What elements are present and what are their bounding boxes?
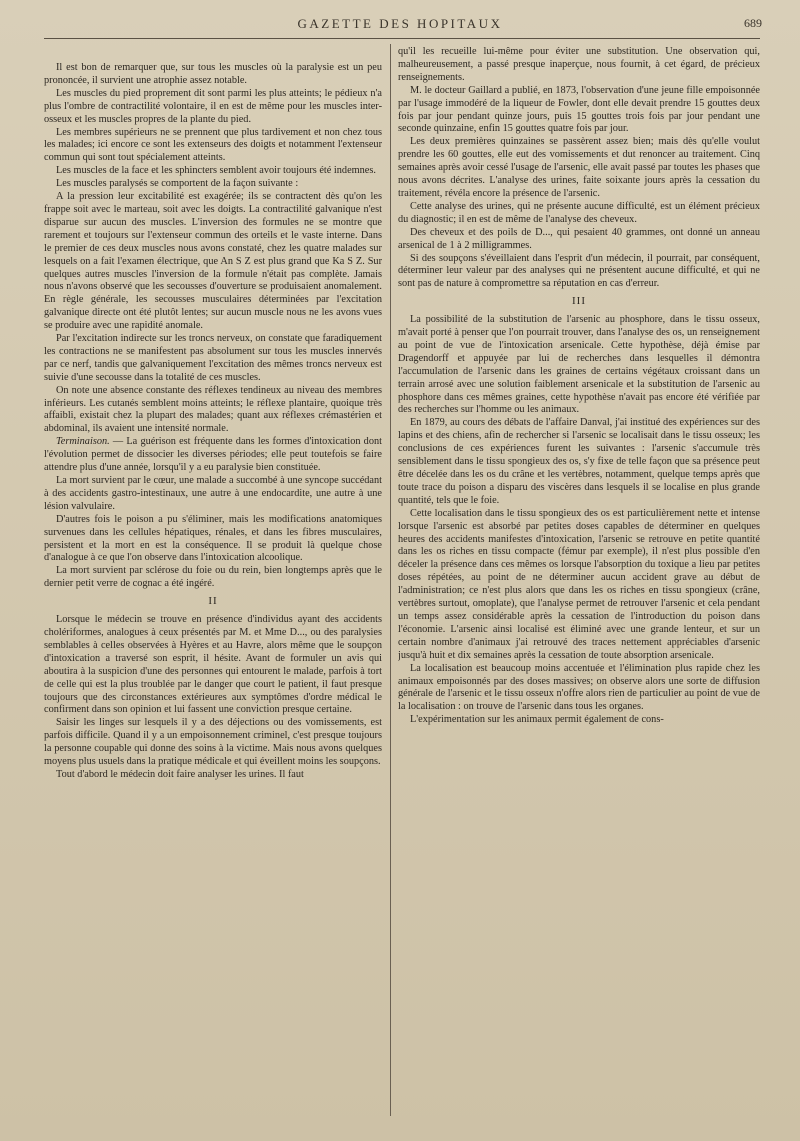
paragraph: Les muscles de la face et les sphincters semblent avoir toujours été indemnes. <box>56 165 376 177</box>
paragraph: Les muscles du pied proprement dit sont parmi les plus atteints; le pédieux n'a plus l'ombre de contractilité volontaire, il en est de même pour les muscles inter-osseux et les muscles propres de la plante du pied. <box>44 87 382 125</box>
terminaison-label: Terminaison. <box>56 436 110 448</box>
column-divider <box>390 44 391 1116</box>
page-number: 689 <box>744 16 762 30</box>
paragraph: D'autres fois le poison a pu s'éliminer, mais les modifications anatomiques survenues dans les cellules hépatiques, rénales, et dans les fibres musculaires, persistent et la mort en est la conséquence. Il se produit là quelque chose d'analogue à ce que l'on observe dans l'intoxication alcoolique. <box>44 513 382 564</box>
paragraph: L'expérimentation sur les animaux permit également de cons- <box>410 714 664 726</box>
paragraph: On note une absence constante des réflexes tendineux au niveau des membres inférieurs. Les cutanés semblent moins atteints; le réflexe plantaire, quoique très affaibli, existait chez la plupart des malades; quant aux réflexes crémastérien et abdominal, ils avaient une intensité normale. <box>44 384 382 435</box>
paragraph: A la pression leur excitabilité est exagérée; ils se contractent dès qu'on les frappe soit avec le marteau, soit avec les doigts. La contractilité galvanique n'est disparue sur aucun des muscles. L'inversion des formules ne se montre que rarement et toujours sur l'extenseur commun des orteils et le vaste interne. Dans le premier de ces deux muscles nous avons constaté, chez les quatre malades sur lesquels on a fait l'examen électrique, que An S Z est plus grand que Ka S Z. Sur quelques autres muscles l'inversion de la formule n'était pas complète. Jamais nous n'avons observé que les secousses d'ouverture se produisaient anomalement. En règle générale, les secousses musculaires déterminées par l'excitation galvanique directe ont été plutôt lentes; sur aucun muscle nous ne les avons vues se produire avec une rapidité anomale. <box>44 191 382 332</box>
paragraph: Il est bon de remarquer que, sur tous les muscles où la paralysie est un peu prononcée, il survient une atrophie assez notable. <box>44 62 382 86</box>
left-column <box>44 46 382 1126</box>
paragraph: La mort survient par sclérose du foie ou du rein, bien longtemps après que le dernier petit verre de cognac a été ingéré. <box>44 565 382 590</box>
paragraph: Cette analyse des urines, qui ne présente aucune difficulté, est un élément précieux du diagnostic; il en est de même de l'analyse des cheveux. <box>398 200 760 225</box>
terminaison-paragraph <box>44 436 382 475</box>
paragraph: La possibilité de la substitution de l'arsenic au phosphore, dans le tissu osseux, m'avait porté à penser que l'on pourrait trouver, dans l'analyse des os, un renseignement au point de vue de l'intoxication arsenicale. Cette hypothèse, déjà émise par Dragendorff et appuyée par lui de recherches dans lesquelles il démontra l'accumulation de l'arsenic dans les graines de certains végétaux croissant dans un terrain arrosé avec une solution faiblement arsenicale et la substitution de l'arsenic au phosphore dans ces mêmes graines, cette hypothèse n'avait pas encore été vérifiée par des recherches sur l'homme ou les animaux. <box>398 314 760 416</box>
paragraph: La localisation est beaucoup moins accentuée et l'élimination plus rapide chez les animaux empoisonnés par des doses massives; on observe alors une sorte de diffusion générale de l'arsenic et le tissu osseux n'offre alors rien de particulier au point de vue de la localisation : on trouve de l'arsenic dans tous les organes. <box>398 662 760 713</box>
paragraph: Saisir les linges sur lesquels il y a des déjections ou des vomissements, est parfois difficile. Quand il y a un empoisonnement criminel, c'est presque toujours la personne coupable qui donne des soins à la victime. Mais nous avons quelques moyens plus usuels dans la pratique médicale et qui éveillent moins les soupçons. <box>44 717 382 768</box>
right-column <box>398 46 760 1126</box>
journal-title: GAZETTE DES HOPITAUX <box>297 16 503 31</box>
paragraph: Tout d'abord le médecin doit faire analyser les urines. Il faut <box>56 768 304 780</box>
paragraph: La mort survient par le cœur, une malade a succombé à une syncope succédant à des accidents gastro-intestinaux, une autre à une endocardite, une autre à une lésion valvulaire. <box>44 475 382 512</box>
paragraph: En 1879, au cours des débats de l'affaire Danval, j'ai institué des expériences sur des lapins et des chiens, afin de rechercher si l'arsenic se localisait dans le tissu osseux; les conclusions de ces expériences furent les suivantes : l'arsenic s'accumule très sensiblement dans le tissu spongieux des os, s'y fixe de telle façon que sa présence peut être décelée dans les os du crâne et les vertèbres, notamment, quelque temps après que toute trace du poison a disparu des viscères dans lesquels il se localise en plus grande quantité, tels que le foie. <box>398 417 760 506</box>
paragraph: Les muscles paralysés se comportent de la façon suivante : <box>56 178 299 190</box>
paragraph: Par l'excitation indirecte sur les troncs nerveux, on constate que faradiquement les contractions ne se manifestent pas absolument sur tous les muscles innervés par ce nerf, tandis que galvaniquement l'excitation des mêmes troncs nerveux est suivie d'une secousse dans la totalité de ces muscles. <box>44 333 382 383</box>
paragraph: Les deux premières quinzaines se passèrent assez bien; mais dès qu'elle voulut prendre les 60 gouttes, elle eut des vomissements et dut renoncer au traitement. Cinq semaines après avoir cessé l'usage de l'arsenic, elle avait passé par toutes les phases que nous avons décrites. L'analyse des urines, faite soixante jours après la cessation du traitement, révéla encore la présence de l'arsenic. <box>398 136 760 199</box>
paragraph: M. le docteur Gaillard a publié, en 1873, l'observation d'une jeune fille empoisonnée par l'usage immodéré de la liqueur de Fowler, dont elle devait prendre 15 gouttes deux fois par jour pendant quinze jours, puis 15 gouttes trois fois par jour pendant une seconde quinzaine, enfin 15 gouttes quatre fois par jour. <box>398 84 760 135</box>
section-heading-ii: II <box>208 595 218 608</box>
paragraph: qu'il les recueille lui-même pour éviter une substitution. Une observation qui, malheureusement, a passé presque inaperçue, nous fournit, à cet égard, de précieux renseignements. <box>398 46 760 83</box>
paragraph: Cette localisation dans le tissu spongieux des os est particulièrement nette et intense lorsque l'arsenic est absorbé par petites doses capables de déterminer en quelques heures des accidents manifestes d'intoxication, l'arsenic se retrouve en petite quantité dans les os riches en tissu compacte (fémur par exemple), il n'est plus possible d'en déceler la présence dans ces mêmes os lorsque l'absorption du toxique a lieu par petites doses répétées, au point de ne déterminer aucun accident grave au début de l'administration; ce n'est plus alors que dans les os riches en tissu spongieux (crâne, vertèbres surtout, omoplate), que l'analyse permet de retrouver l'arsenic et cela pendant un temps assez considérable après la cessation de l'introduction du poison dans l'économie. L'arsenic ainsi localisé est éliminé avec une grande lenteur, et sur un certain nombre d'animaux j'ai retrouvé des traces nettement appréciables d'arsenic jusqu'à huit et dix semaines après la cessation de toute absorption arsenicale. <box>398 507 760 661</box>
paragraph: Si des soupçons s'éveillaient dans l'esprit d'un médecin, il pourrait, par conséquent, déterminer leur valeur par des analyses qui ne présentent aucune difficulté, et qui ne sont pas de nature à compromettre sa réputation en cas d'erreur. <box>398 252 760 290</box>
paragraph: Des cheveux et des poils de D..., qui pesaient 40 grammes, ont donné un anneau arsenical de 1 à 2 milligrammes. <box>398 226 760 251</box>
page-header <box>0 12 800 36</box>
section-heading-iii: III <box>572 295 586 308</box>
terminaison-text: — La guérison est fréquente dans les formes d'intoxication dont l'évolution permet de dissocier les diverses périodes; elle peut toutefois se faire attendre plus d'une année, lorsqu'il y a eu paralysie bien constituée. <box>44 436 382 474</box>
paragraph: Les membres supérieurs ne se prennent que plus tardivement et non chez tous les malades; ici encore ce sont les extenseurs des doigts et notamment l'extenseur commun qui sont tout spécialement atteints. <box>44 126 382 164</box>
paragraph: Lorsque le médecin se trouve en présence d'individus ayant des accidents cholériformes, analogues à ceux présentés par M. et Mme D..., ou des paralysies semblables à celles observées à Hyères et au Havre, alors même que le soupçon d'intoxication a traversé son esprit, il hésite. Avant de formuler un avis qui aboutira à la suspicion d'une des personnes qui entourent le malade, parfois à tort de celle qui est la plus troublée par le danger que court le patient, il faut presque toujours que des circonstances extérieures aux symptômes d'ordre médical le confirment dans son opinion et lui fassent une conviction presque certaine. <box>44 614 382 716</box>
header-rule <box>44 38 760 39</box>
